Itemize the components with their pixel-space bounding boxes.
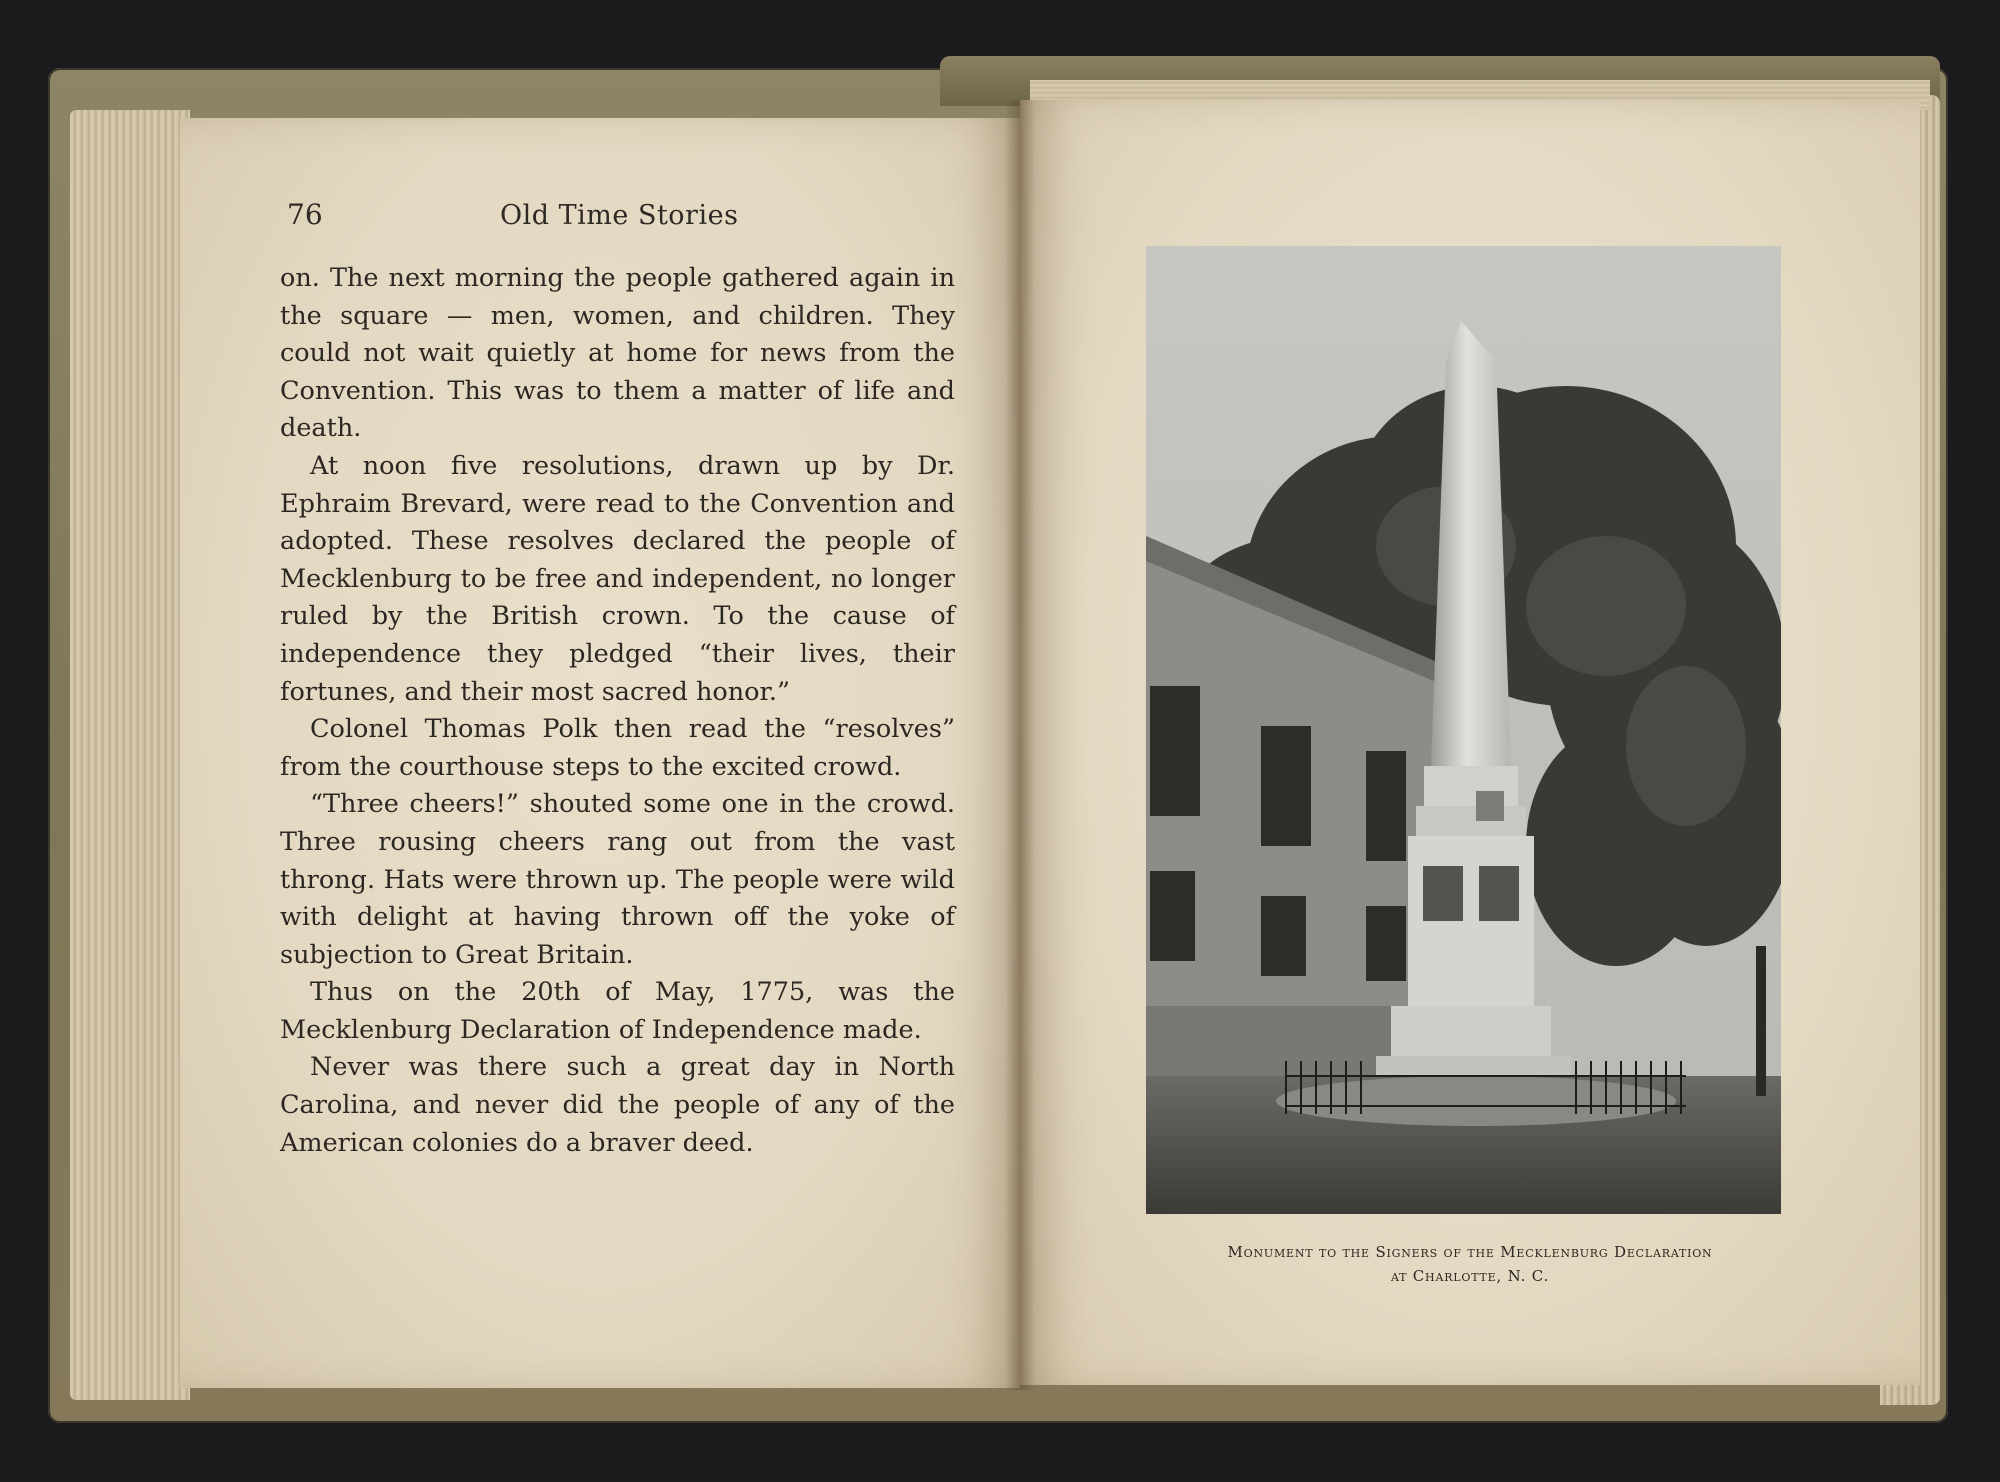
paragraph: Never was there such a great day in North Carolina, and never did the people of any of the American colonies do a braver deed. bbox=[280, 1052, 955, 1158]
paragraph: At noon five resolutions, drawn up by Dr. Ephraim Brevard, were read to the Convention and adopted. These resolves declared the people of Mecklenburg to be free and independent, no longer ruled by the British crown. To the cause of independence they pledged “their lives, their fortunes, and their most sacred honor.” bbox=[280, 450, 955, 707]
page-edges-left bbox=[70, 110, 190, 1400]
caption-line-2: at Charlotte, N. C. bbox=[1390, 1267, 1550, 1285]
monument-photograph bbox=[1146, 246, 1781, 1214]
book-gutter bbox=[1005, 100, 1035, 1390]
body-text bbox=[280, 260, 955, 1162]
caption-line-1: Monument to the Signers of the Mecklenburg Declaration bbox=[1227, 1243, 1713, 1261]
paragraph: Colonel Thomas Polk then read the “resolves” from the courthouse steps to the excited crowd. bbox=[280, 714, 955, 782]
page-number: 76 bbox=[287, 198, 323, 231]
paragraph: Thus on the 20th of May, 1775, was the Mecklenburg Declaration of Independence made. bbox=[280, 977, 955, 1045]
running-title: Old Time Stories bbox=[500, 200, 739, 231]
paragraph: on. The next morning the people gathered again in the square — men, women, and children. They could not wait quietly at home for news from the Convention. This was to them a matter of life and death. bbox=[280, 263, 955, 444]
photo-caption bbox=[1150, 1240, 1790, 1288]
paragraph: “Three cheers!” shouted some one in the crowd. Three rousing cheers rang out from the vast throng. Hats were thrown up. The people were wild with delight at having thrown off the yoke of subjection to Great Britain. bbox=[280, 789, 955, 970]
